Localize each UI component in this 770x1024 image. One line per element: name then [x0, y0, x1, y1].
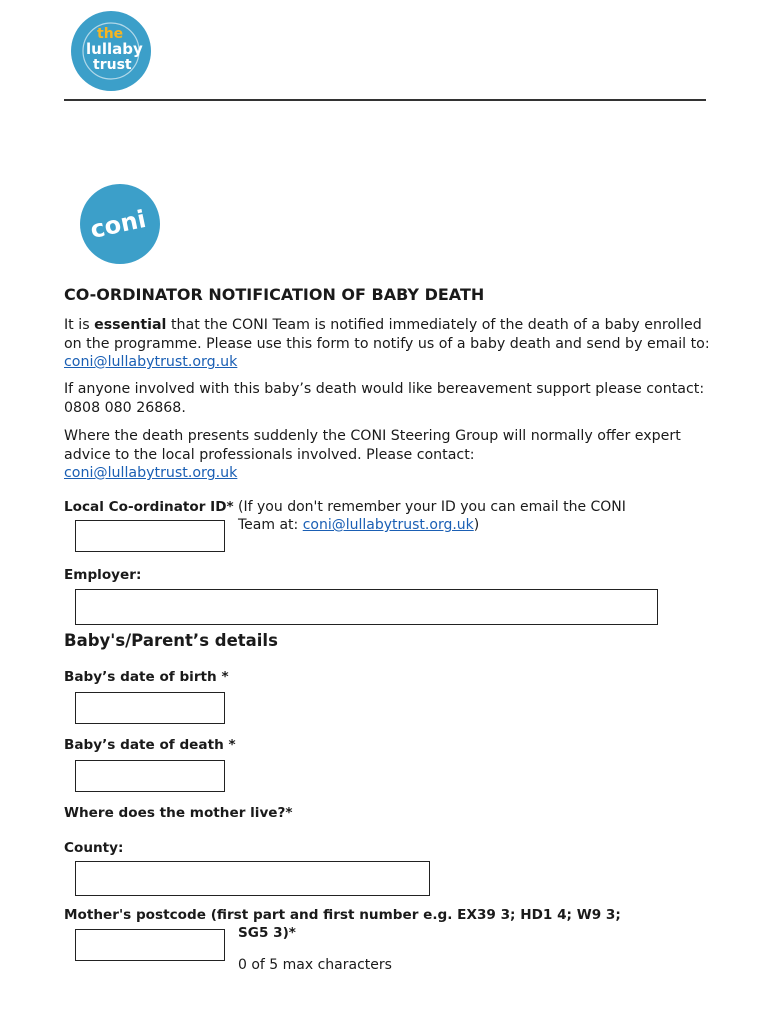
- postcode-label-line1: Mother's postcode (first part and first number e.g. EX39 3; HD1 4; W9 3;: [64, 907, 621, 923]
- coni-logo-graphic: [78, 182, 178, 266]
- county-input[interactable]: [75, 861, 430, 896]
- postcode-label-line2: SG5 3)*: [238, 925, 296, 941]
- intro1-pre: It is: [64, 317, 95, 333]
- employer-input[interactable]: [75, 589, 658, 625]
- lullaby-trust-logo: [61, 6, 161, 106]
- header-divider: [64, 99, 706, 101]
- coordinator-id-note: (If you don't remember your ID you can email the CONI: [233, 499, 626, 515]
- coordinator-id-label: Local Co-ordinator ID*: [64, 499, 234, 515]
- employer-label: Employer:: [64, 567, 142, 583]
- email-link-2[interactable]: coni@lullabytrust.org.uk: [64, 465, 238, 481]
- dod-input[interactable]: [75, 760, 225, 792]
- intro-paragraph-3: [64, 427, 714, 483]
- postcode-input[interactable]: [75, 929, 225, 961]
- coni-logo-word: coni: [87, 204, 149, 244]
- dob-input[interactable]: [75, 692, 225, 724]
- intro3-text: Where the death presents suddenly the CONI Steering Group will normally offer expert advice to the local professionals involved. Please contact:: [64, 428, 681, 463]
- intro1-bold: essential: [94, 317, 167, 333]
- intro-paragraph-2: If anyone involved with this baby’s death would like bereavement support please contact: 0808 080 26868.: [64, 381, 705, 416]
- dob-label: Baby’s date of birth *: [64, 669, 229, 685]
- coni-logo: [78, 182, 178, 266]
- email-link-1[interactable]: coni@lullabytrust.org.uk: [64, 354, 238, 370]
- lullaby-logo-word-trust: trust: [93, 57, 132, 73]
- coordinator-id-input[interactable]: [75, 520, 225, 552]
- intro1-post: that the CONI Team is notified immediately of the death of a baby enrolled on the programme. Please use this form to notify us of a baby death and send by email to:: [64, 317, 710, 352]
- section-heading-baby-parent: Baby's/Parent’s details: [64, 631, 278, 650]
- postcode-character-counter: 0 of 5 max characters: [238, 957, 392, 973]
- coordinator-id-note-line2: [238, 516, 479, 535]
- form-title: CO-ORDINATOR NOTIFICATION OF BABY DEATH: [64, 285, 485, 304]
- county-label: County:: [64, 840, 124, 856]
- lullaby-logo-word-the: the: [97, 26, 124, 42]
- lullaby-logo-word-lullaby: lullaby: [86, 40, 143, 58]
- dod-label: Baby’s date of death *: [64, 737, 236, 753]
- intro-paragraph-1: [64, 316, 714, 372]
- mother-live-label: Where does the mother live?*: [64, 805, 293, 821]
- coordinator-note-line2-pre: Team at:: [238, 517, 303, 533]
- email-link-3[interactable]: coni@lullabytrust.org.uk: [302, 517, 474, 533]
- coordinator-id-label-row: [64, 498, 714, 517]
- lullaby-trust-logo-graphic: [61, 6, 161, 106]
- coordinator-note-post: ): [473, 517, 480, 533]
